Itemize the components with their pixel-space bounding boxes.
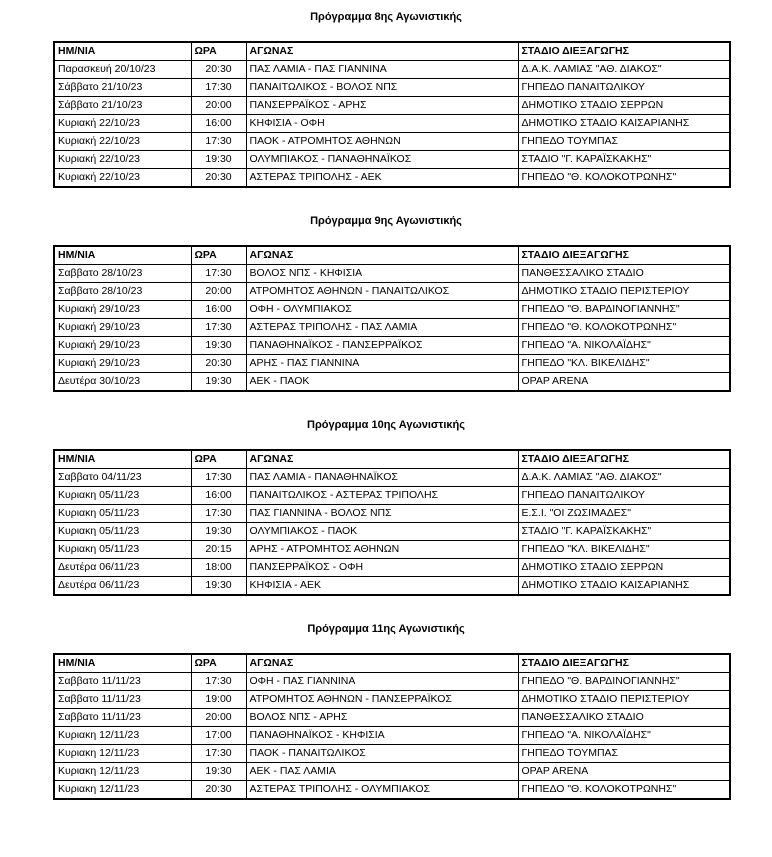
cell-date: Σαββατο 11/11/23	[54, 673, 191, 691]
cell-date: Κυριακη 05/11/23	[54, 523, 191, 541]
cell-time: 20:30	[191, 355, 246, 373]
table-row	[54, 355, 730, 373]
cell-time: 20:30	[191, 169, 246, 188]
cell-venue: ΔΗΜΟΤΙΚΟ ΣΤΑΔΙΟ ΣΕΡΡΩΝ	[518, 97, 730, 115]
schedule-table	[53, 653, 731, 800]
cell-match: ΚΗΦΙΣΙΑ - ΑΕΚ	[246, 577, 518, 596]
cell-match: ΑΣΤΕΡΑΣ ΤΡΙΠΟΛΗΣ - ΟΛΥΜΠΙΑΚΟΣ	[246, 781, 518, 800]
table-row	[54, 469, 730, 487]
cell-time: 17:00	[191, 727, 246, 745]
schedule-table	[53, 41, 731, 188]
cell-match: ΑΕΚ - ΠΑΣ ΛΑΜΙΑ	[246, 763, 518, 781]
cell-time: 17:30	[191, 79, 246, 97]
cell-match: ΑΡΗΣ - ΠΑΣ ΓΙΑΝΝΙΝΑ	[246, 355, 518, 373]
cell-venue: ΓΗΠΕΔΟ "ΚΛ. ΒΙΚΕΛΙΔΗΣ"	[518, 541, 730, 559]
cell-match: ΠΑΣ ΛΑΜΙΑ - ΠΑΣ ΓΙΑΝΝΙΝΑ	[246, 61, 518, 79]
column-header-time: ΩΡΑ	[191, 450, 246, 469]
cell-time: 17:30	[191, 745, 246, 763]
cell-venue: OPAP ARENA	[518, 763, 730, 781]
column-header-time: ΩΡΑ	[191, 42, 246, 61]
cell-match: ΠΑΝΑΙΤΩΛΙΚΟΣ - ΒΟΛΟΣ ΝΠΣ	[246, 79, 518, 97]
cell-venue: ΓΗΠΕΔΟ "Α. ΝΙΚΟΛΑΪΔΗΣ"	[518, 727, 730, 745]
header-row	[54, 654, 730, 673]
cell-time: 18:00	[191, 559, 246, 577]
cell-match: ΚΗΦΙΣΙΑ - ΟΦΗ	[246, 115, 518, 133]
cell-time: 17:30	[191, 265, 246, 283]
table-row	[54, 709, 730, 727]
column-header-date: ΗΜ/ΝΙΑ	[54, 246, 191, 265]
cell-time: 20:30	[191, 781, 246, 800]
column-header-match: ΑΓΩΝΑΣ	[246, 42, 518, 61]
cell-date: Κυριακη 05/11/23	[54, 505, 191, 523]
table-row	[54, 79, 730, 97]
column-header-venue: ΣΤΑΔΙΟ ΔΙΕΞΑΓΩΓΗΣ	[518, 42, 730, 61]
cell-time: 17:30	[191, 319, 246, 337]
column-header-venue: ΣΤΑΔΙΟ ΔΙΕΞΑΓΩΓΗΣ	[518, 654, 730, 673]
cell-match: ΠΑΝΣΕΡΡΑΪΚΟΣ - ΑΡΗΣ	[246, 97, 518, 115]
cell-match: ΑΣΤΕΡΑΣ ΤΡΙΠΟΛΗΣ - ΑΕΚ	[246, 169, 518, 188]
table-row	[54, 505, 730, 523]
table-row	[54, 133, 730, 151]
section-title: Πρόγραμμα 9ης Αγωνιστικής	[310, 215, 462, 227]
cell-venue: ΓΗΠΕΔΟ ΠΑΝΑΙΤΩΛΙΚΟΥ	[518, 79, 730, 97]
cell-venue: ΓΗΠΕΔΟ ΤΟΥΜΠΑΣ	[518, 133, 730, 151]
cell-time: 17:30	[191, 469, 246, 487]
cell-date: Σαββατο 28/10/23	[54, 265, 191, 283]
table-row	[54, 727, 730, 745]
table-row	[54, 301, 730, 319]
cell-match: ΠΑΟΚ - ΠΑΝΑΙΤΩΛΙΚΟΣ	[246, 745, 518, 763]
table-row	[54, 319, 730, 337]
cell-venue: ΓΗΠΕΔΟ "Θ. ΚΟΛΟΚΟΤΡΩΝΗΣ"	[518, 169, 730, 188]
column-header-time: ΩΡΑ	[191, 654, 246, 673]
cell-date: Σάββατο 21/10/23	[54, 79, 191, 97]
cell-date: Δευτέρα 06/11/23	[54, 577, 191, 596]
cell-match: ΠΑΝΣΕΡΡΑΪΚΟΣ - ΟΦΗ	[246, 559, 518, 577]
cell-time: 20:00	[191, 283, 246, 301]
cell-date: Δευτέρα 30/10/23	[54, 373, 191, 392]
cell-date: Κυριακή 22/10/23	[54, 115, 191, 133]
cell-time: 20:00	[191, 709, 246, 727]
cell-venue: ΣΤΑΔΙΟ "Γ. ΚΑΡΑΪΣΚΑΚΗΣ"	[518, 151, 730, 169]
cell-venue: ΔΗΜΟΤΙΚΟ ΣΤΑΔΙΟ ΚΑΙΣΑΡΙΑΝΗΣ	[518, 115, 730, 133]
cell-time: 20:00	[191, 97, 246, 115]
cell-match: ΑΣΤΕΡΑΣ ΤΡΙΠΟΛΗΣ - ΠΑΣ ΛΑΜΙΑ	[246, 319, 518, 337]
table-row	[54, 559, 730, 577]
cell-date: Κυριακη 05/11/23	[54, 487, 191, 505]
section-title: Πρόγραμμα 11ης Αγωνιστικής	[307, 623, 465, 635]
table-row	[54, 151, 730, 169]
table-row	[54, 745, 730, 763]
cell-venue: ΔΗΜΟΤΙΚΟ ΣΤΑΔΙΟ ΠΕΡΙΣΤΕΡΙΟΥ	[518, 691, 730, 709]
cell-venue: OPAP ARENA	[518, 373, 730, 392]
cell-match: ΟΛΥΜΠΙΑΚΟΣ - ΠΑΟΚ	[246, 523, 518, 541]
cell-date: Κυριακή 29/10/23	[54, 355, 191, 373]
schedule-table	[53, 449, 731, 596]
cell-time: 16:00	[191, 115, 246, 133]
cell-date: Σαββατο 11/11/23	[54, 691, 191, 709]
section-title: Πρόγραμμα 8ης Αγωνιστικής	[310, 11, 462, 23]
cell-venue: ΠΑΝΘΕΣΣΑΛΙΚΟ ΣΤΑΔΙΟ	[518, 265, 730, 283]
column-header-match: ΑΓΩΝΑΣ	[246, 450, 518, 469]
cell-match: ΠΑΣ ΓΙΑΝΝΙΝΑ - ΒΟΛΟΣ ΝΠΣ	[246, 505, 518, 523]
cell-time: 20:30	[191, 61, 246, 79]
table-row	[54, 265, 730, 283]
cell-venue: Δ.Α.Κ. ΛΑΜΙΑΣ "ΑΘ. ΔΙΑΚΟΣ"	[518, 61, 730, 79]
cell-match: ΟΦΗ - ΠΑΣ ΓΙΑΝΝΙΝΑ	[246, 673, 518, 691]
table-row	[54, 691, 730, 709]
table-row	[54, 781, 730, 800]
cell-match: ΑΤΡΟΜΗΤΟΣ ΑΘΗΝΩΝ - ΠΑΝΣΕΡΡΑΪΚΟΣ	[246, 691, 518, 709]
cell-time: 19:30	[191, 337, 246, 355]
cell-time: 19:30	[191, 373, 246, 392]
table-row	[54, 523, 730, 541]
table-row	[54, 673, 730, 691]
cell-match: ΑΤΡΟΜΗΤΟΣ ΑΘΗΝΩΝ - ΠΑΝΑΙΤΩΛΙΚΟΣ	[246, 283, 518, 301]
cell-date: Κυριακή 29/10/23	[54, 337, 191, 355]
cell-venue: ΣΤΑΔΙΟ "Γ. ΚΑΡΑΪΣΚΑΚΗΣ"	[518, 523, 730, 541]
cell-date: Κυριακή 22/10/23	[54, 169, 191, 188]
cell-match: ΟΦΗ - ΟΛΥΜΠΙΑΚΟΣ	[246, 301, 518, 319]
cell-venue: Ε.Σ.Ι. "ΟΙ ΖΩΣΙΜΑΔΕΣ"	[518, 505, 730, 523]
cell-match: ΠΑΝΑΘΗΝΑΪΚΟΣ - ΚΗΦΙΣΙΑ	[246, 727, 518, 745]
schedule-table	[53, 245, 731, 392]
cell-venue: ΓΗΠΕΔΟ ΤΟΥΜΠΑΣ	[518, 745, 730, 763]
cell-time: 19:00	[191, 691, 246, 709]
cell-match: ΑΕΚ - ΠΑΟΚ	[246, 373, 518, 392]
header-row	[54, 450, 730, 469]
cell-date: Κυριακη 05/11/23	[54, 541, 191, 559]
cell-match: ΠΑΝΑΙΤΩΛΙΚΟΣ - ΑΣΤΕΡΑΣ ΤΡΙΠΟΛΗΣ	[246, 487, 518, 505]
table-row	[54, 97, 730, 115]
cell-venue: ΓΗΠΕΔΟ "Θ. ΒΑΡΔΙΝΟΓΙΑΝΝΗΣ"	[518, 673, 730, 691]
cell-time: 17:30	[191, 505, 246, 523]
cell-time: 17:30	[191, 673, 246, 691]
cell-date: Κυριακή 22/10/23	[54, 151, 191, 169]
column-header-venue: ΣΤΑΔΙΟ ΔΙΕΞΑΓΩΓΗΣ	[518, 450, 730, 469]
cell-time: 19:30	[191, 151, 246, 169]
cell-venue: ΓΗΠΕΔΟ "ΚΛ. ΒΙΚΕΛΙΔΗΣ"	[518, 355, 730, 373]
cell-time: 19:30	[191, 763, 246, 781]
cell-venue: Δ.Α.Κ. ΛΑΜΙΑΣ "ΑΘ. ΔΙΑΚΟΣ"	[518, 469, 730, 487]
table-row	[54, 337, 730, 355]
table-row	[54, 115, 730, 133]
cell-date: Κυριακη 12/11/23	[54, 745, 191, 763]
cell-date: Σαββατο 04/11/23	[54, 469, 191, 487]
cell-match: ΠΑΝΑΘΗΝΑΪΚΟΣ - ΠΑΝΣΕΡΡΑΪΚΟΣ	[246, 337, 518, 355]
cell-match: ΒΟΛΟΣ ΝΠΣ - ΚΗΦΙΣΙΑ	[246, 265, 518, 283]
cell-match: ΠΑΣ ΛΑΜΙΑ - ΠΑΝΑΘΗΝΑΪΚΟΣ	[246, 469, 518, 487]
cell-match: ΒΟΛΟΣ ΝΠΣ - ΑΡΗΣ	[246, 709, 518, 727]
column-header-date: ΗΜ/ΝΙΑ	[54, 450, 191, 469]
cell-match: ΑΡΗΣ - ΑΤΡΟΜΗΤΟΣ ΑΘΗΝΩΝ	[246, 541, 518, 559]
cell-venue: ΔΗΜΟΤΙΚΟ ΣΤΑΔΙΟ ΠΕΡΙΣΤΕΡΙΟΥ	[518, 283, 730, 301]
column-header-date: ΗΜ/ΝΙΑ	[54, 654, 191, 673]
table-row	[54, 373, 730, 392]
cell-date: Κυριακη 12/11/23	[54, 727, 191, 745]
cell-date: Κυριακή 22/10/23	[54, 133, 191, 151]
cell-date: Σάββατο 21/10/23	[54, 97, 191, 115]
cell-time: 17:30	[191, 133, 246, 151]
cell-venue: ΔΗΜΟΤΙΚΟ ΣΤΑΔΙΟ ΣΕΡΡΩΝ	[518, 559, 730, 577]
cell-match: ΟΛΥΜΠΙΑΚΟΣ - ΠΑΝΑΘΗΝΑΪΚΟΣ	[246, 151, 518, 169]
table-row	[54, 487, 730, 505]
cell-time: 19:30	[191, 577, 246, 596]
cell-date: Παρασκευή 20/10/23	[54, 61, 191, 79]
header-row	[54, 246, 730, 265]
cell-venue: ΠΑΝΘΕΣΣΑΛΙΚΟ ΣΤΑΔΙΟ	[518, 709, 730, 727]
cell-venue: ΓΗΠΕΔΟ "Θ. ΒΑΡΔΙΝΟΓΙΑΝΝΗΣ"	[518, 301, 730, 319]
cell-venue: ΓΗΠΕΔΟ ΠΑΝΑΙΤΩΛΙΚΟΥ	[518, 487, 730, 505]
table-row	[54, 283, 730, 301]
cell-time: 16:00	[191, 301, 246, 319]
cell-date: Σαββατο 11/11/23	[54, 709, 191, 727]
cell-date: Κυριακη 12/11/23	[54, 781, 191, 800]
cell-time: 20:15	[191, 541, 246, 559]
cell-date: Σαββατο 28/10/23	[54, 283, 191, 301]
cell-venue: ΓΗΠΕΔΟ "Α. ΝΙΚΟΛΑΪΔΗΣ"	[518, 337, 730, 355]
cell-date: Δευτέρα 06/11/23	[54, 559, 191, 577]
table-row	[54, 541, 730, 559]
column-header-time: ΩΡΑ	[191, 246, 246, 265]
cell-date: Κυριακη 12/11/23	[54, 763, 191, 781]
cell-date: Κυριακή 29/10/23	[54, 319, 191, 337]
table-row	[54, 763, 730, 781]
table-row	[54, 577, 730, 596]
cell-venue: ΓΗΠΕΔΟ "Θ. ΚΟΛΟΚΟΤΡΩΝΗΣ"	[518, 781, 730, 800]
header-row	[54, 42, 730, 61]
column-header-date: ΗΜ/ΝΙΑ	[54, 42, 191, 61]
section-title: Πρόγραμμα 10ης Αγωνιστικής	[307, 419, 465, 431]
column-header-match: ΑΓΩΝΑΣ	[246, 654, 518, 673]
cell-date: Κυριακή 29/10/23	[54, 301, 191, 319]
cell-venue: ΔΗΜΟΤΙΚΟ ΣΤΑΔΙΟ ΚΑΙΣΑΡΙΑΝΗΣ	[518, 577, 730, 596]
column-header-match: ΑΓΩΝΑΣ	[246, 246, 518, 265]
cell-time: 16:00	[191, 487, 246, 505]
table-row	[54, 61, 730, 79]
cell-match: ΠΑΟΚ - ΑΤΡΟΜΗΤΟΣ ΑΘΗΝΩΝ	[246, 133, 518, 151]
cell-venue: ΓΗΠΕΔΟ "Θ. ΚΟΛΟΚΟΤΡΩΝΗΣ"	[518, 319, 730, 337]
column-header-venue: ΣΤΑΔΙΟ ΔΙΕΞΑΓΩΓΗΣ	[518, 246, 730, 265]
table-row	[54, 169, 730, 188]
cell-time: 19:30	[191, 523, 246, 541]
